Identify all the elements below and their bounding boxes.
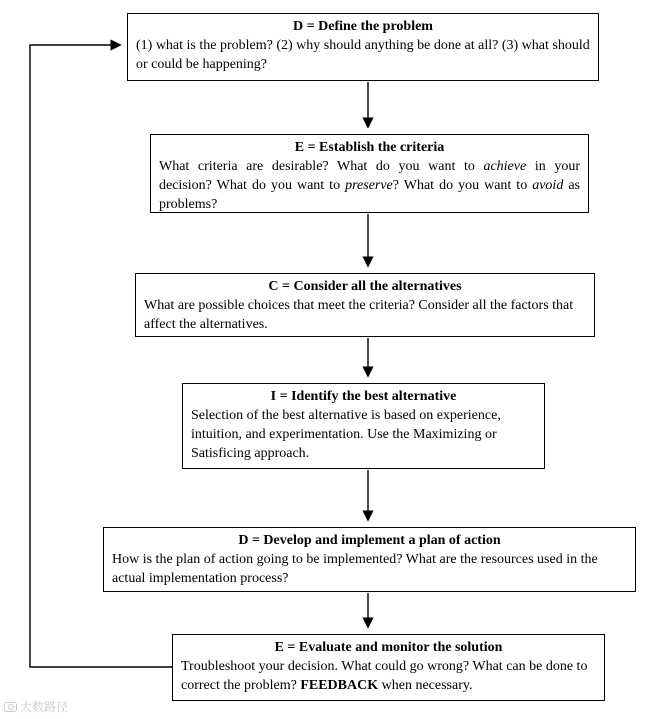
box-body-consider: What are possible choices that meet the criteria? Consider all the factors that affect the alternatives. (144, 298, 574, 332)
box-title-develop: D = Develop and implement a plan of action (238, 533, 501, 548)
flow-box-establish (150, 134, 589, 213)
watermark-text: 大数路径 (20, 700, 69, 714)
box-title-identify: I = Identify the best alternative (270, 389, 457, 404)
watermark-camera-icon (4, 702, 17, 712)
box-body-define: (1) what is the problem? (2) why should anything be done at all? (3) what should or could be happening? (136, 38, 590, 72)
box-body-develop: How is the plan of action going to be implemented? What are the resources used in the actual implementation process? (112, 552, 598, 586)
box-title-evaluate: E = Evaluate and monitor the solution (274, 640, 503, 655)
box-body-establish: What criteria are desirable? What do you want to achieve in your decision? What do you want to preserve? What do you want to avoid as problems? (159, 159, 580, 212)
flow-box-evaluate (172, 634, 605, 701)
box-title-consider: C = Consider all the alternatives (268, 279, 462, 294)
flow-box-identify (182, 383, 545, 469)
watermark (4, 698, 68, 715)
box-title-define: D = Define the problem (293, 19, 433, 34)
flow-box-develop (103, 527, 636, 592)
box-title-establish: E = Establish the criteria (294, 140, 445, 155)
box-body-evaluate: Troubleshoot your decision. What could go wrong? What can be done to correct the problem? FEEDBACK when necessary. (181, 659, 588, 693)
box-body-identify: Selection of the best alternative is based on experience, intuition, and experimentation. Use the Maximizing or Satisficing approach. (191, 408, 501, 461)
flow-box-consider (135, 273, 595, 337)
flow-box-define (127, 13, 599, 81)
